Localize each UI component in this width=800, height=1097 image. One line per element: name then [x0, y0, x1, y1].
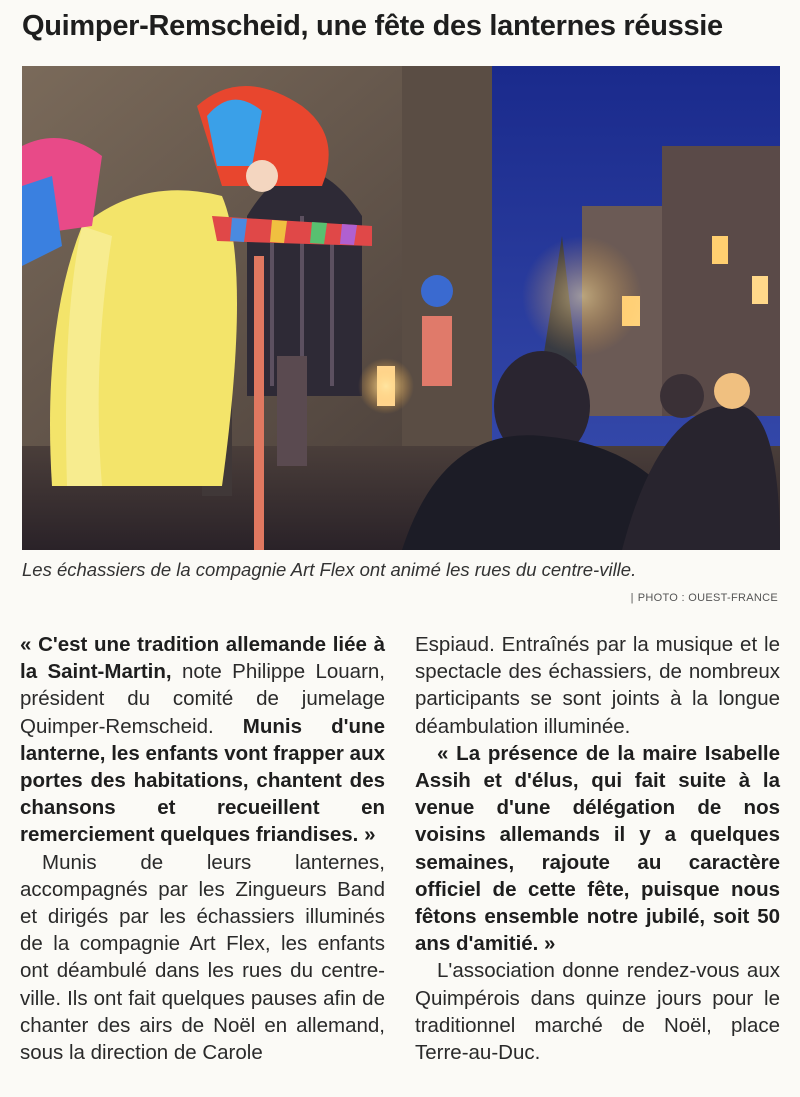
paragraph-4: L'association donne rendez-vous aux Quimpérois dans quinze jours pour le traditionnel marché de Noël, place Terre-au-Duc.: [415, 959, 780, 1065]
credit-text: PHOTO : OUEST-FRANCE: [637, 592, 778, 604]
article-column-left: [20, 631, 385, 1066]
paragraph-1: [20, 631, 385, 849]
article-column-right: [415, 631, 780, 1066]
paragraph-2-continued: Espiaud. Entraînés par la musique et le spectacle des échassiers, de nombreux participants se sont joints à la longue déambulation illuminée.: [415, 633, 780, 738]
credit-separator: |: [630, 592, 634, 604]
quote-opening: « C'est une tradition allemande liée à la Saint-Martin,: [20, 633, 385, 684]
article-headline: Quimper-Remscheid, une fête des lanternes réussie: [22, 10, 723, 42]
quote-continuation: Munis d'une lanterne, les enfants vont frapper aux portes des habitations, chantent des chansons et recueillent en remerciement quelques friandises. »: [20, 714, 385, 847]
paragraph-2: Munis de leurs lanternes, accompagnés par les Zingueurs Band et dirigés par les échassiers illuminés de la compagnie Art Flex, les enfants ont déambulé dans les rues du centre-ville. Ils ont fait quelques pauses afin de chanter des airs de Noël en allemand, sous la direction de Carole: [20, 850, 385, 1065]
photo-credit: [631, 592, 778, 604]
article-photo: [22, 66, 780, 550]
paragraph-3-quote: « La présence de la maire Isabelle Assih et d'élus, qui fait suite à la venue d'une délégation de nos voisins allemands il y a quelques semaines, rajoute au caractère officiel de cette fête, puisque nous fêtons ensemble notre jubilé, soit 50 ans d'amitié. »: [415, 741, 780, 956]
attribution: note Philippe Louarn, président du comité de jumelage Quimper-Remscheid.: [20, 660, 385, 738]
photo-caption: Les échassiers de la compagnie Art Flex ont animé les rues du centre-ville.: [22, 559, 637, 580]
